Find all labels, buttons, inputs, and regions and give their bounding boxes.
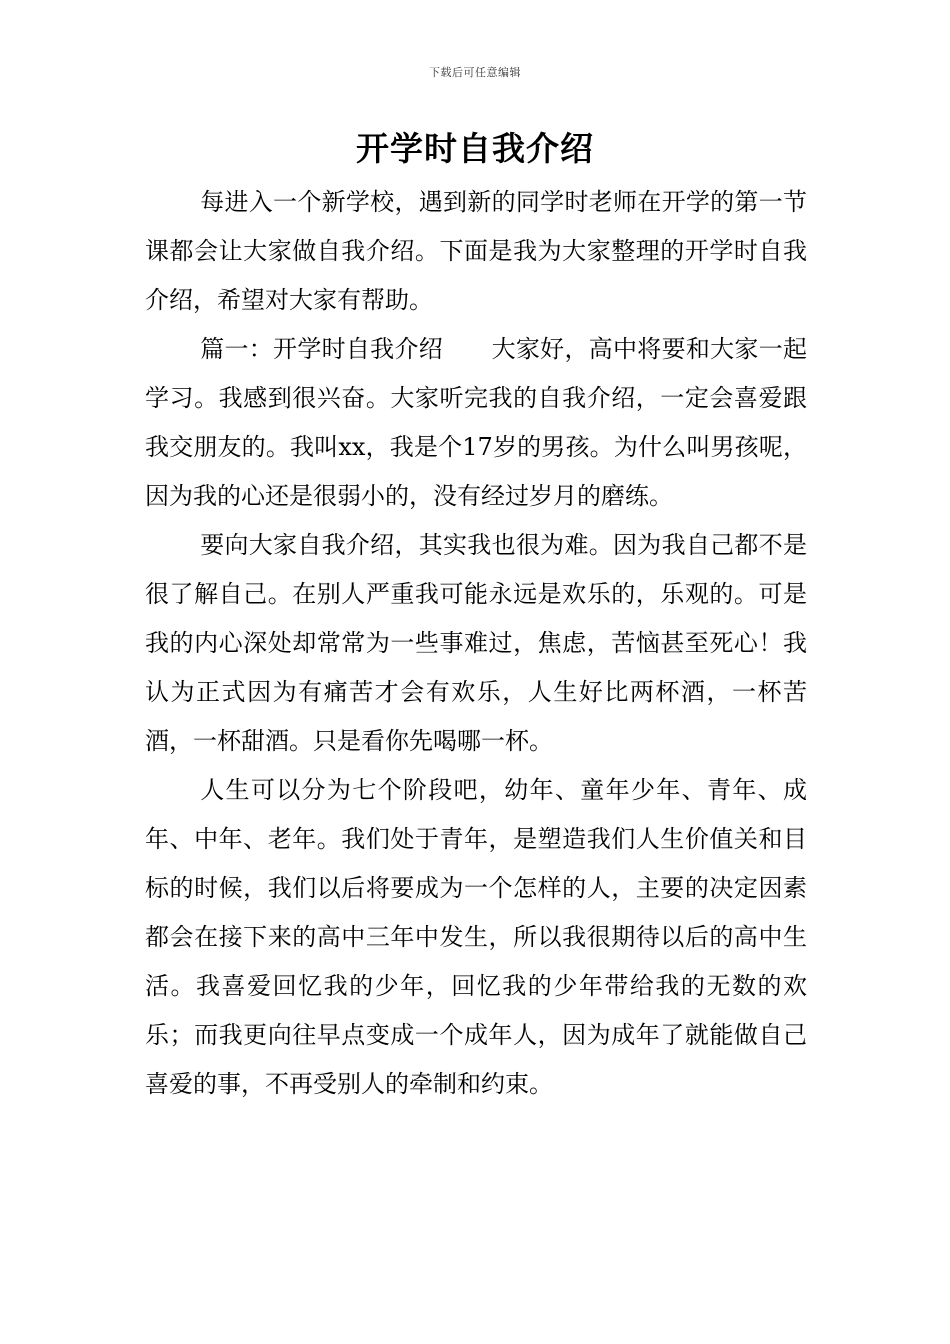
page-title: 开学时自我介绍 xyxy=(356,129,594,168)
paragraph-life-stages: 人生可以分为七个阶段吧，幼年、童年少年、青年、成年、中年、老年。我们处于青年，是塑造我们人生价值关和目标的时候，我们以后将要成为一个怎样的人，主要的决定因素都会在接下来的高中三年中发生，所以我很期待以后的高中生活。我喜爱回忆我的少年，回忆我的少年带给我的无数的欢乐；而我更向往早点变成一个成年人，因为成年了就能做自己喜爱的事，不再受别人的牵制和约束。 xyxy=(145,776,807,1098)
paragraph-part-one: 篇一：开学时自我介绍 大家好，高中将要和大家一起学习。我感到很兴奋。大家听完我的自我介绍，一定会喜爱跟我交朋友的。我叫xx，我是个17岁的男孩。为什么叫男孩呢，因为我的心还是很弱小的，没有经过岁月的磨练。 xyxy=(145,335,807,510)
paragraph-intro: 每进入一个新学校，遇到新的同学时老师在开学的第一节课都会让大家做自我介绍。下面是我为大家整理的开学时自我介绍，希望对大家有帮助。 xyxy=(145,188,807,314)
document-body xyxy=(145,178,807,1109)
header-note: 下载后可任意编辑 xyxy=(429,66,521,79)
paragraph-self-reflection: 要向大家自我介绍，其实我也很为难。因为我自己都不是很了解自己。在别人严重我可能永远是欢乐的，乐观的。可是我的内心深处却常常为一些事难过，焦虑，苦恼甚至死心！我认为正式因为有痛苦才会有欢乐，人生好比两杯酒，一杯苦酒，一杯甜酒。只是看你先喝哪一杯。 xyxy=(145,531,807,755)
